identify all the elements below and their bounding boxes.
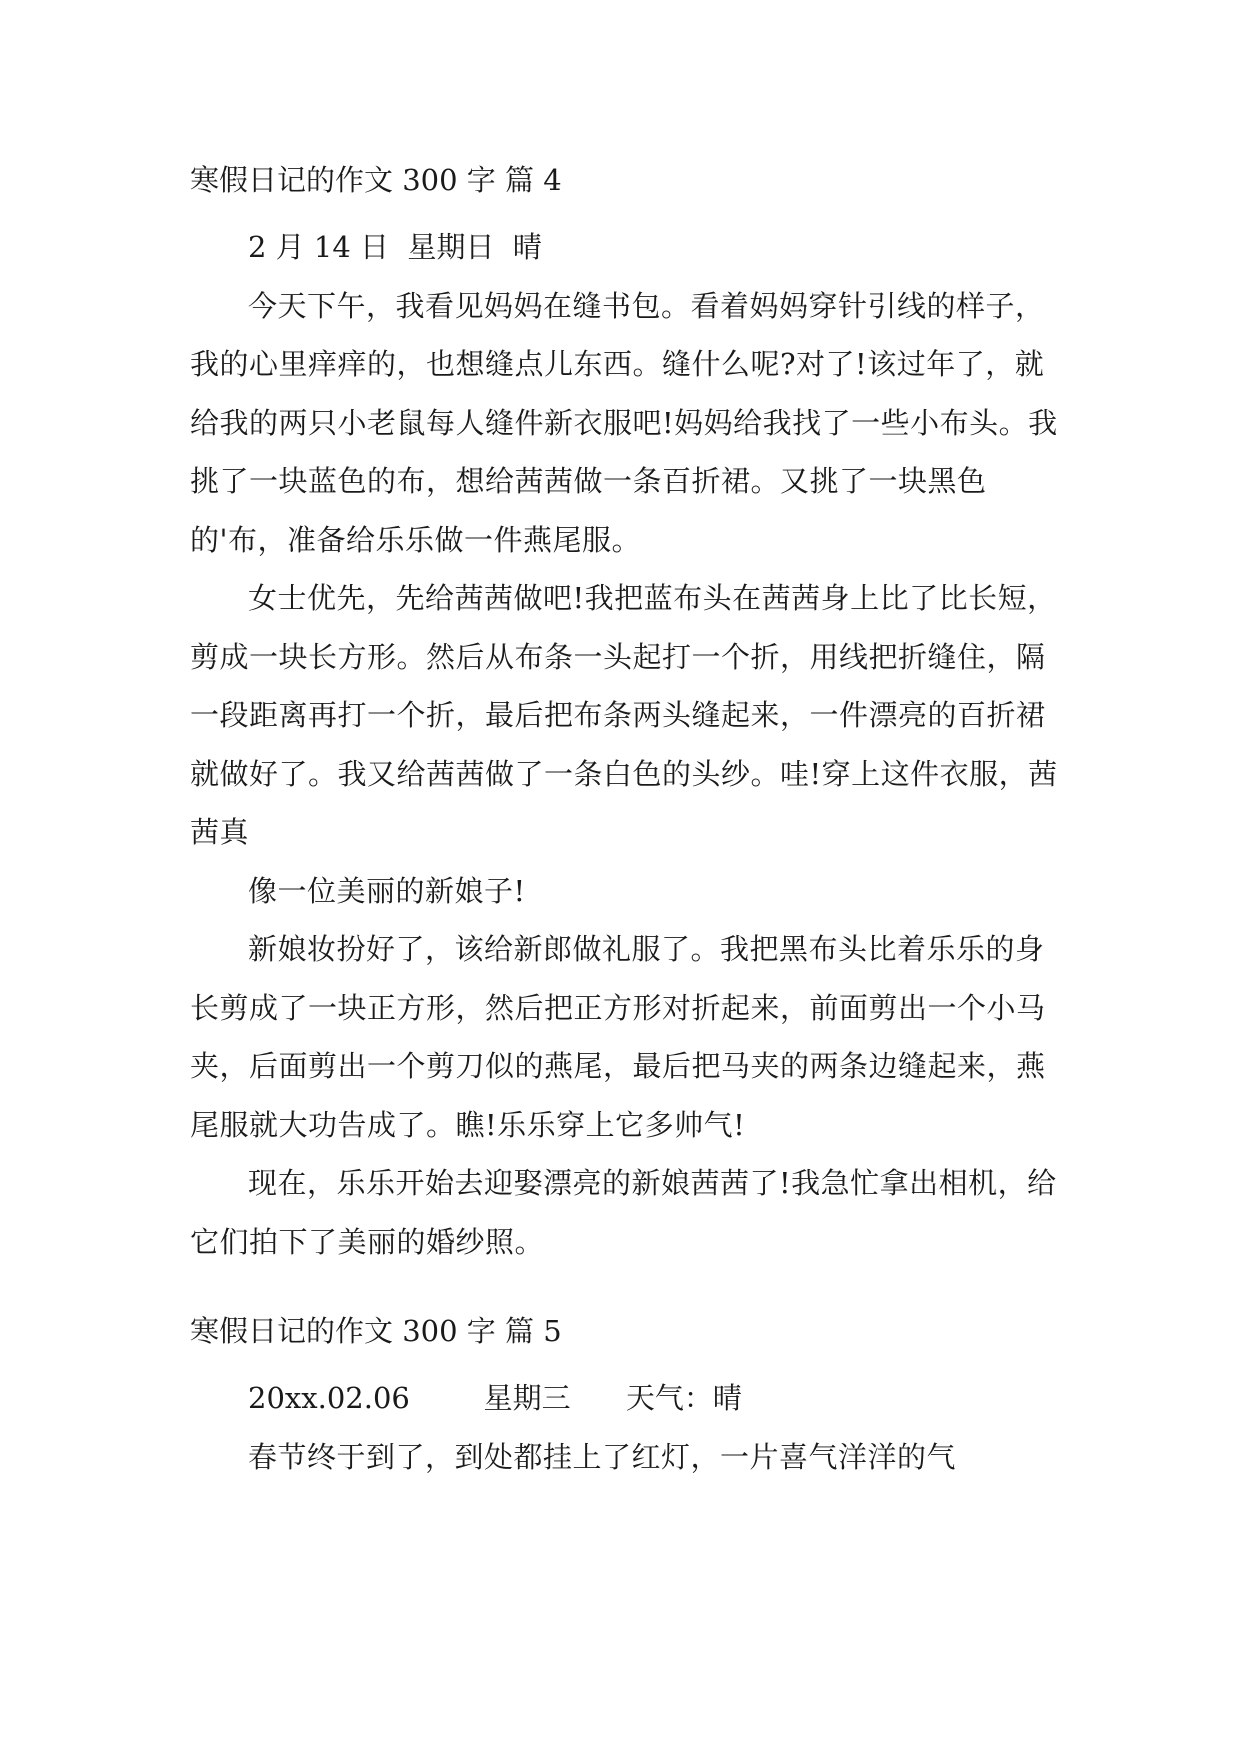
- date-line: 20xx.02.06 星期三 天气：晴: [248, 1381, 742, 1415]
- paragraph: 春节终于到了，到处都挂上了红灯，一片喜气洋洋的气: [248, 1439, 957, 1474]
- section-5: [190, 1311, 1070, 1486]
- paragraph: 女士优先，先给茜茜做吧!我把蓝布头在茜茜身上比了比长短，剪成一块长方形。然后从布条一头起打一个折，用线把折缝住，隔一段距离再打一个折，最后把布条两头缝起来，一件漂亮的百折裙就做好了。我又给茜茜做了一条白色的头纱。哇!穿上这件衣服，茜茜真: [190, 581, 1058, 849]
- paragraph: 今天下午，我看见妈妈在缝书包。看着妈妈穿针引线的样子，我的心里痒痒的，也想缝点儿东西。缝什么呢?对了!该过年了，就给我的两只小老鼠每人缝件新衣服吧!妈妈给我找了一些小布头。我挑了一块蓝色的布，想给茜茜做一条百折裙。又挑了一块黑色的'布，准备给乐乐做一件燕尾服。: [190, 288, 1058, 557]
- paragraph: 像一位美丽的新娘子!: [248, 873, 526, 908]
- paragraph: 现在，乐乐开始去迎娶漂亮的新娘茜茜了!我急忙拿出相机，给它们拍下了美丽的婚纱照。: [190, 1166, 1057, 1259]
- section-gap: [190, 1271, 1070, 1311]
- section-title: 寒假日记的作文 300 字 篇 5: [190, 1314, 562, 1348]
- document-content: [190, 160, 1070, 1486]
- section-title: 寒假日记的作文 300 字 篇 4: [190, 163, 562, 197]
- date-line: 2 月 14 日 星期日 晴: [248, 230, 542, 264]
- paragraph: 新娘妆扮好了，该给新郎做礼服了。我把黑布头比着乐乐的身长剪成了一块正方形，然后把正方形对折起来，前面剪出一个小马夹，后面剪出一个剪刀似的燕尾，最后把马夹的两条边缝起来，燕尾服就大功告成了。瞧!乐乐穿上它多帅气!: [190, 932, 1046, 1142]
- section-4: [190, 160, 1070, 1271]
